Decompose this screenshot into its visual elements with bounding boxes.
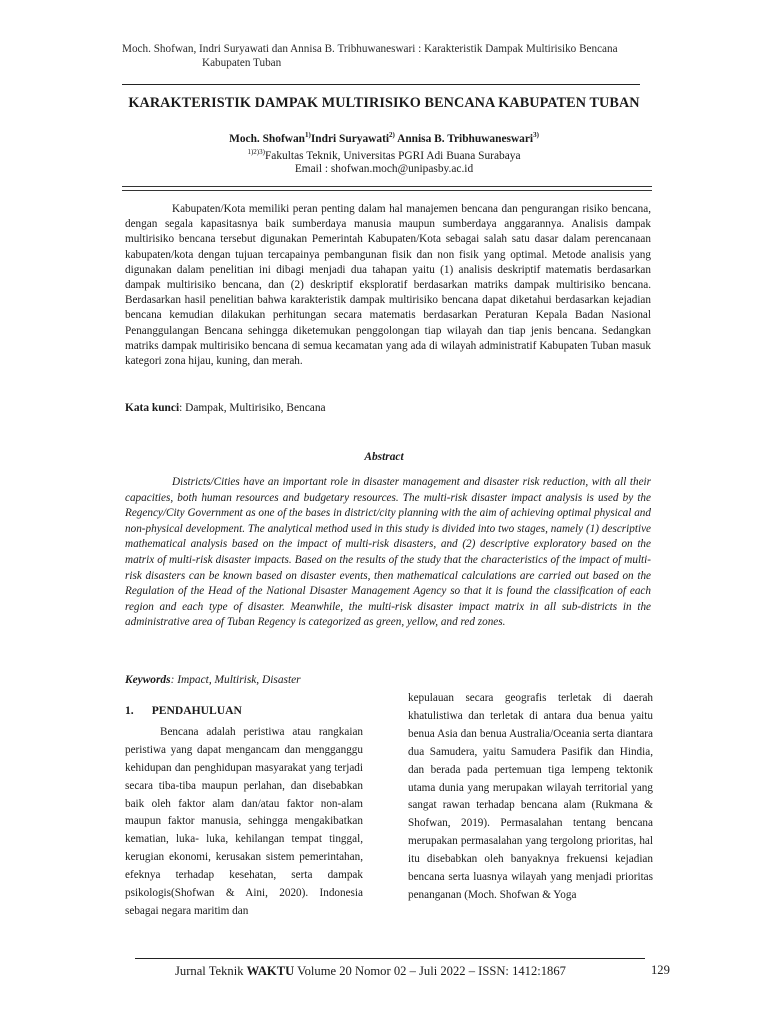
- section-title: PENDAHULUAN: [151, 704, 242, 717]
- running-header: [122, 42, 652, 70]
- abstract-text: Districts/Cities have an important role in disaster management and disaster risk reduction, with all their capacities, both human resources and budgetary resources. The multi-risk disaster impact analysis is used by the Regency/City Government as one of the bases in district/city planning with the aim of achieving optimal physical and non-physical development. The analytical method used in this study is divided into two stages, namely (1) descriptive mathematical analysis based on the impact of multi-risk disasters, and (2) descriptive exploratory based on the matrix of multi-risk disaster impacts. Based on the results of the study that the characteristics of the impact of multi-risk disasters can be known based on disaster events, then mathematical calculations are carried out based on the Regulation of the Head of the National Disaster Management Agency so that it is found the classification of each region and each type of disaster. Meanwhile, the multi-risk disaster impact matrix in all sub-districts in the administrative area of Tuban Regency is categorized as green, yellow, and red zones.: [125, 476, 651, 629]
- page-number: 129: [651, 963, 670, 977]
- author-1: Moch. Shofwan: [229, 132, 306, 145]
- section-heading: [125, 702, 363, 720]
- header-divider: [122, 84, 640, 85]
- affiliation: [0, 146, 768, 163]
- author-3: Annisa B. Tribhuwaneswari: [397, 132, 534, 145]
- affiliation-sup: 1)2)3): [247, 147, 265, 156]
- author-2: Indri Suryawati: [310, 132, 390, 145]
- section-number: 1.: [125, 704, 134, 717]
- kata-kunci-values: : Dampak, Multirisiko, Bencana: [179, 402, 326, 414]
- section-body-right: kepulauan secara geografis terletak di daerah khatulistiwa dan terletak di antara dua benua yaitu benua Asia dan benua Australia/Oceania serta diantara dua Samudera, yaitu Samudera Pasifik dan Hindia, dan berada pada pertemuan tiga lempeng tektonik utama dunia yang merupakan wilayah territorial yang sangat rawan terhadap bencana alam (Rukmana & Shofwan, 2019). Permasalahan tentang bencana merupakan permasalahan yang tergolong prioritas, hal itu disebabkan oleh banyaknya frekuensi kejadian bencana serta luasnya wilayah yang menjadi prioritas penanganan (Moch. Shofwan & Yoga: [408, 692, 653, 901]
- author-2-sup: 2): [389, 131, 395, 139]
- footer-suffix: Volume 20 Nomor 02 – Juli 2022 – ISSN: 1412:1867: [294, 964, 566, 978]
- journal-footer: [175, 964, 566, 979]
- body-column-right: [408, 690, 653, 905]
- keywords-label: Keywords: [125, 674, 171, 686]
- keywords-values: : Impact, Multirisk, Disaster: [170, 674, 301, 686]
- author-email: Email : shofwan.moch@unipasby.ac.id: [294, 162, 474, 175]
- keywords: [125, 674, 425, 686]
- abstract-heading: Abstract: [364, 451, 404, 463]
- author-names: [0, 129, 768, 146]
- author-block: [0, 129, 768, 176]
- running-header-line1: Moch. Shofwan, Indri Suryawati dan Annisa B. Tribhuwaneswari : Karakteristik Dampak Multirisiko Bencana: [122, 43, 618, 55]
- section-body-left: Bencana adalah peristiwa atau rangkaian peristiwa yang dapat mengancam dan mengganggu kehidupan dan penghidupan masyarakat yang terjadi secara tiba-tiba maupun perlahan, dan disebabkan baik oleh faktor alam dan/atau faktor non-alam maupun faktor manusia, sehingga mengakibatkan kematian, luka- luka, kehilangan tempat tinggal, kerugian ekonomi, kerusakan sistem pemerintahan, efeknya terhadap kesehatan, serta dampak psikologis(Shofwan & Aini, 2020). Indonesia sebagai negara maritim dan: [125, 725, 363, 917]
- kata-kunci: [125, 402, 651, 414]
- kata-kunci-label: Kata kunci: [125, 402, 180, 414]
- paper-title: KARAKTERISTIK DAMPAK MULTIRISIKO BENCANA KABUPATEN TUBAN: [128, 95, 640, 111]
- abstrak-text: Kabupaten/Kota memiliki peran penting dalam hal manajemen bencana dan pengurangan risiko bencana, dengan segala kapasitasnya baik sumberdaya manusia maupun sumberdaya anggarannya. Analisis dampak multirisiko bencana tersebut digunakan Pemerintah Kabupaten/Kota sebagai salah satu dasar dalam perencanaan kabupaten/kota dengan tujuan tercapainya pembangunan fisik dan non fisik yang optimal. Metode analisis yang digunakan dalam penelitian ini dibagi menjadi dua tahapan yaitu (1) analisis deskriptif matematis berdasarkan dampak multirisiko bencana, dan (2) deskriptif eksploratif berdasarkan matriks dampak multirisiko bencana. Berdasarkan hasil penelitian bahwa karakteristik dampak multirisiko bencana dapat diketahui berdasarkan kejadian bencana kemudian dilakukan perhitungan secara matematis berdasarkan Peraturan Kepala Badan Nasional Penanggulangan Bencana sehingga diketemukan penggolongan tiap wilayah dan tiap jenis bencana. Sedangkan matriks dampak multirisiko bencana di semua kecamatan yang ada di wilayah administratif Kabupaten Tuban masuk kategori zona hijau, kuning, dan merah.: [125, 203, 651, 368]
- footer-divider: [135, 958, 645, 959]
- body-column-left: [125, 702, 363, 921]
- abstract-divider-top: [122, 186, 652, 187]
- affiliation-text: Fakultas Teknik, Universitas PGRI Adi Buana Surabaya: [264, 149, 521, 162]
- running-header-line2: Kabupaten Tuban: [202, 57, 282, 69]
- author-1-sup: 1): [305, 131, 311, 139]
- author-3-sup: 3): [533, 131, 539, 139]
- footer-prefix: Jurnal Teknik: [175, 964, 247, 978]
- footer-journal-name: WAKTU: [246, 964, 295, 978]
- abstract-divider-bottom: [122, 190, 652, 191]
